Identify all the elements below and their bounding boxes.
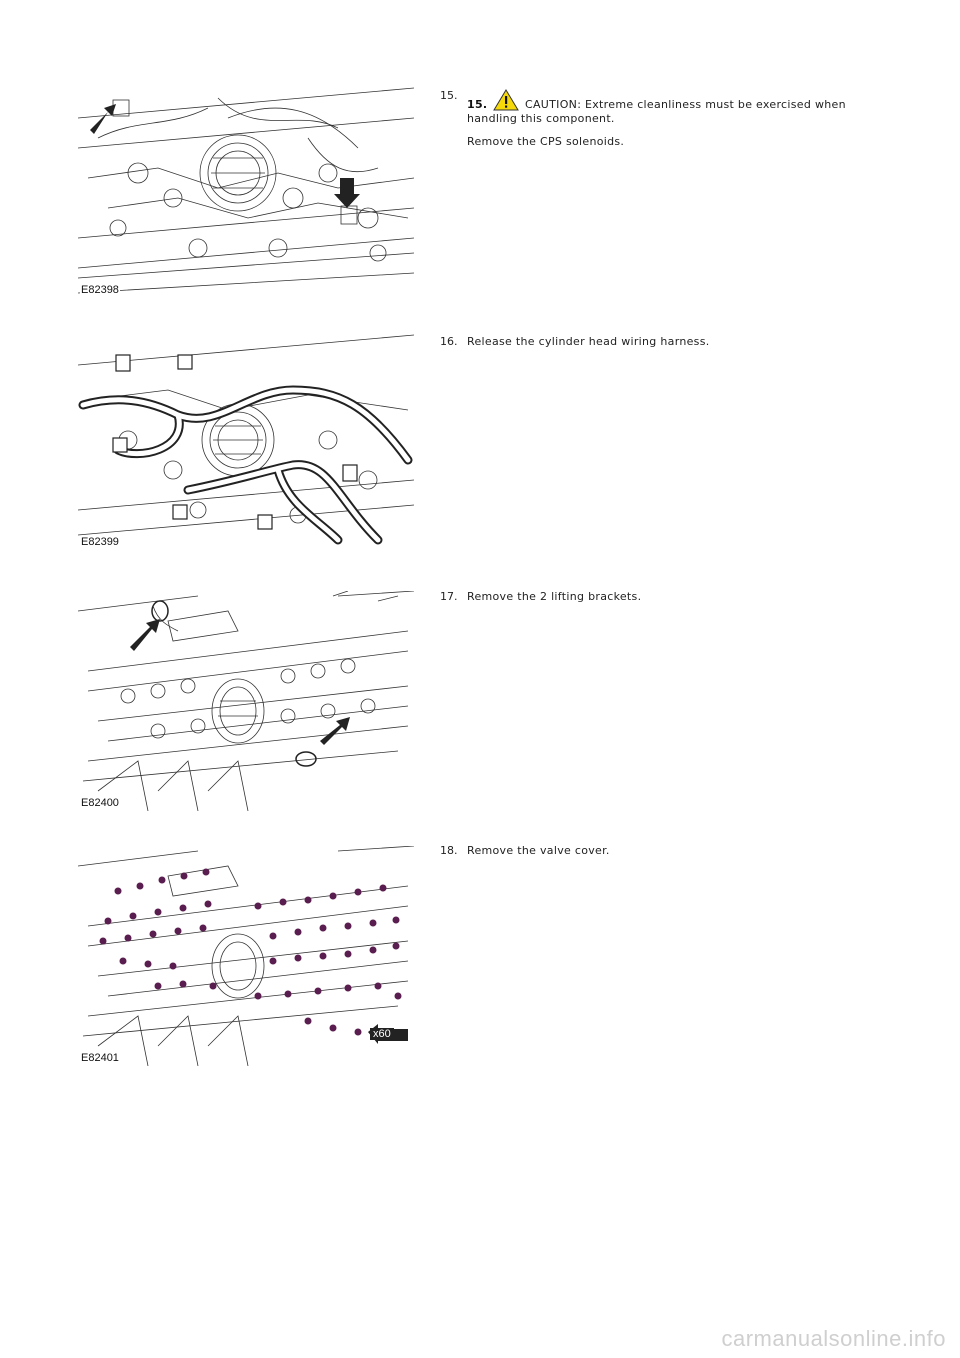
- bolt-count-callout: x60: [370, 1028, 394, 1040]
- figure-label: E82398: [81, 284, 119, 296]
- figure-step-16: [78, 330, 414, 550]
- step-number: 16.: [440, 335, 458, 348]
- step-number: 18.: [440, 844, 458, 857]
- step-instruction: Release the cylinder head wiring harness.: [467, 335, 710, 348]
- step-bold-number: 15.: [467, 98, 488, 111]
- figure-step-15: [78, 78, 414, 298]
- step-number: 15.: [440, 89, 458, 102]
- engine-illustration: [78, 846, 414, 1066]
- engine-illustration: [78, 78, 414, 298]
- engine-illustration: [78, 591, 414, 811]
- step-instruction: Remove the CPS solenoids.: [467, 135, 625, 148]
- footer-watermark: carmanualsonline.info: [721, 1326, 946, 1351]
- caution-text: CAUTION: Extreme cleanliness must be exercised when handling this component.: [467, 98, 846, 125]
- figure-step-17: [78, 591, 414, 811]
- figure-label: E82400: [81, 797, 119, 809]
- warning-triangle-icon: [493, 89, 519, 111]
- step-instruction: Remove the 2 lifting brackets.: [467, 590, 642, 603]
- figure-label: E82401: [81, 1052, 119, 1064]
- step-instruction: Remove the valve cover.: [467, 844, 610, 857]
- step-number: 17.: [440, 590, 458, 603]
- step-15-text: [467, 89, 867, 149]
- figure-step-18: [78, 846, 414, 1066]
- figure-label: E82399: [81, 536, 119, 548]
- engine-illustration: [78, 330, 414, 550]
